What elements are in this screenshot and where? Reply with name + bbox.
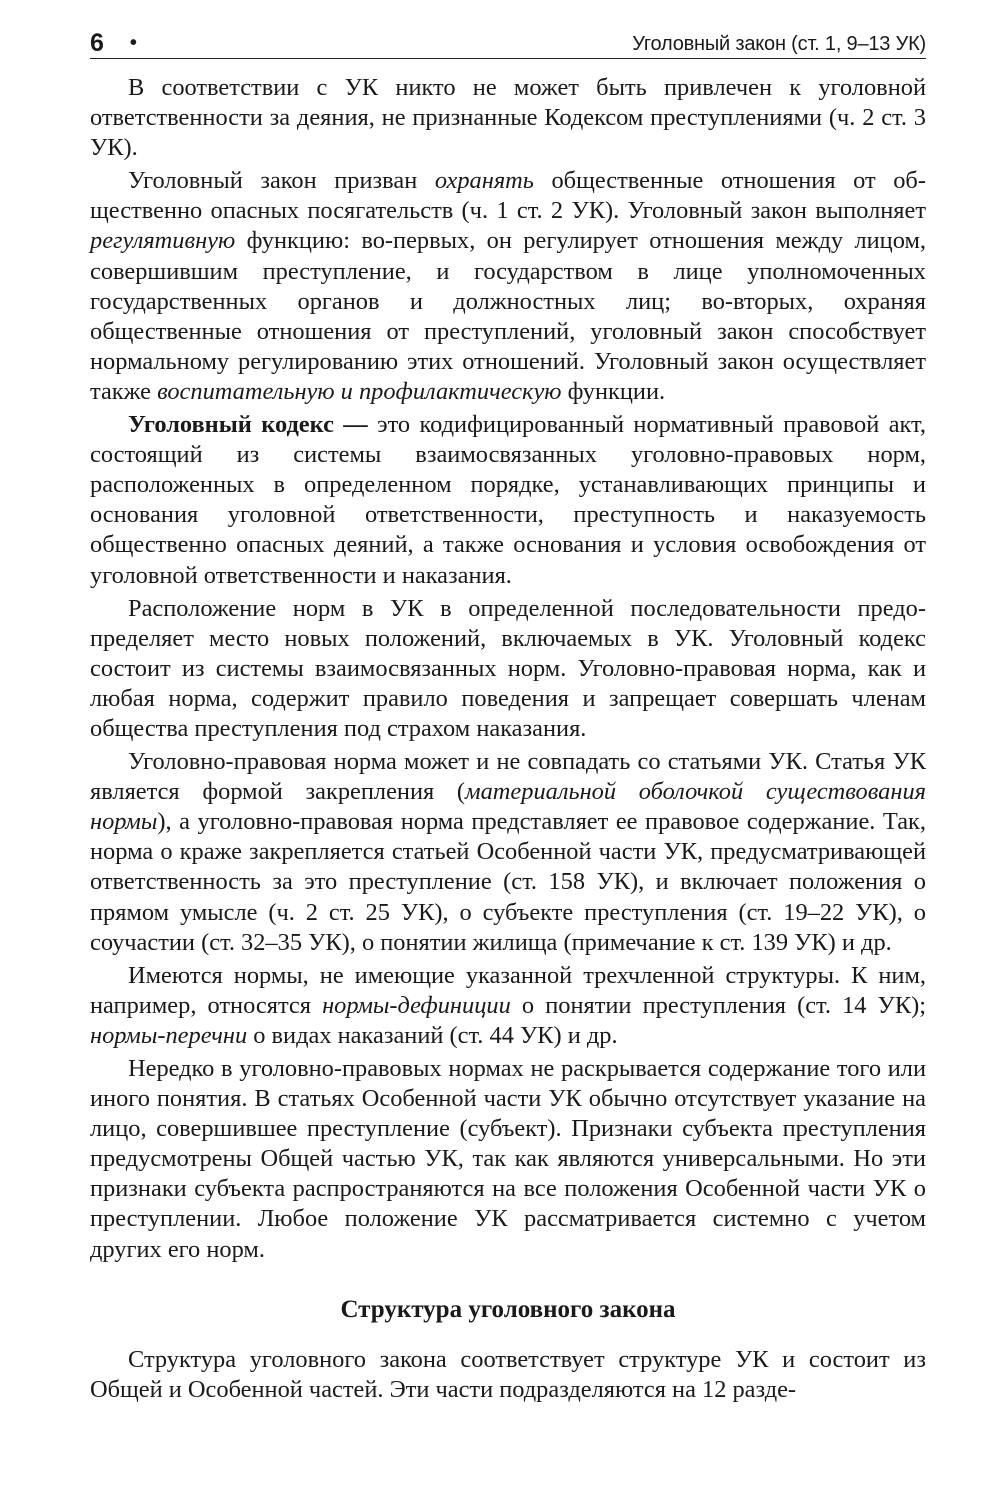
paragraph-5-text-b: ), а уголовно-правовая норма представляет ее правовое содержание. Так, норма о краже закрепляется статьей Особенной части УК, предусматривающей ответственность за это преступление (ст. 158 УК), и включает положения о прямом умысле (ч. 2 ст. 25 УК), о субъекте преступления (ст. 19–22 УК), о соучастии (ст. 32–35 УК), о понятии жилища (примечание к ст. 139 УК) и др. <box>90 808 926 956</box>
paragraph-5 <box>90 747 926 958</box>
emphasis-definition-norms: нормы-дефиниции <box>322 991 511 1019</box>
paragraph-1: В соответствии с УК никто не может быть привлечен к уголовной ответственности за деяния, не признанные Кодексом преступлениями (ч. 2 ст. 3 УК). <box>90 74 926 162</box>
paragraph-3-definition: это кодифицированный нормативный правовой акт, состоящий из системы взаимосвязанных уголовно-правовых норм, расположенных в определенном порядке, устанавливающих принципы и основания уголовной ответственности, преступность и наказуемость общественно опасных деяний, а также основания и условия освобождения от уголовной ответственности и наказания. <box>90 411 926 589</box>
paragraph-5-text-a: Уголовно-правовая норма может и не совпадать со статьями УК. Статья УК является формой закрепления ( <box>90 748 926 806</box>
page-number: 6 <box>90 29 104 57</box>
term-criminal-code: Уголовный кодекс — <box>128 411 368 439</box>
paragraph-6 <box>90 961 926 1051</box>
bullet-separator: • <box>129 32 137 54</box>
paragraph-2-text-d: функции. <box>561 377 666 405</box>
paragraph-2-text-b: общественные отношения от общественно опасных посягательств (ч. 1 ст. 2 УК). Уголовный закон выполняет <box>90 167 926 225</box>
running-title: Уголовный закон (ст. 1, 9–13 УК) <box>632 33 926 55</box>
running-header <box>90 22 926 59</box>
paragraph-2 <box>90 166 926 407</box>
body-text <box>90 73 926 1405</box>
paragraph-2-text-a: Уголовный закон призван <box>128 167 435 195</box>
emphasis-educational-preventive: воспитательную и профилактическую <box>157 377 562 405</box>
paragraph-6-text-a: Имеются нормы, не имеющие указанной трехчленной структуры. К ним, например, относятся <box>90 961 926 1019</box>
paragraph-4: Расположение норм в УК в определенной последовательности предопределяет место новых положений, включаемых в УК. Уголовный кодекс состоит из системы взаимосвязанных норм. Уголовно-правовая норма, как и любая норма, содержит правило поведения и запрещает совершать членам общества преступления под страхом наказания. <box>90 594 926 742</box>
section-paragraph-1: Структура уголовного закона соответствует структуре УК и состоит из Общей и Особенной частей. Эти части подразделяются на 12 разде- <box>90 1345 926 1403</box>
paragraph-2-text-c: функцию: во-первых, он регулирует отношения между лицом, совершившим преступление, и государством в лице уполномоченных государственных органов и должностных лиц; во-вторых, охраняя общественные отношения от преступлений, уголовный закон способствует нормальному регулированию этих отношений. Уголовный закон осуществляет также <box>90 227 926 405</box>
paragraph-3 <box>90 410 926 591</box>
paragraph-6-text-b: о понятии преступления (ст. 14 УК); <box>510 991 926 1019</box>
emphasis-regulative: регулятивную <box>90 227 236 255</box>
paragraph-7: Нередко в уголовно-правовых нормах не раскрывается содержание того или иного понятия. В статьях Особенной части УК обычно отсутствует указание на лицо, совершившее преступление (субъект). Признаки субъекта преступления предусмотрены Общей частью УК, так как являются универсальными. Но эти признаки субъекта распространяются на все положения Особенной части УК о преступлении. Любое положение УК рассматривается системно с учетом других его норм. <box>90 1055 926 1263</box>
emphasis-protect: охранять <box>434 167 534 195</box>
emphasis-material-shell: материальной оболочкой существования нормы <box>90 778 927 836</box>
book-page <box>90 22 926 1405</box>
section-heading: Структура уголовного закона <box>340 1295 676 1323</box>
paragraph-6-text-c: о видах наказаний (ст. 44 УК) и др. <box>247 1021 618 1049</box>
emphasis-list-norms: нормы-перечни <box>90 1021 248 1049</box>
page-number-group <box>90 31 137 58</box>
